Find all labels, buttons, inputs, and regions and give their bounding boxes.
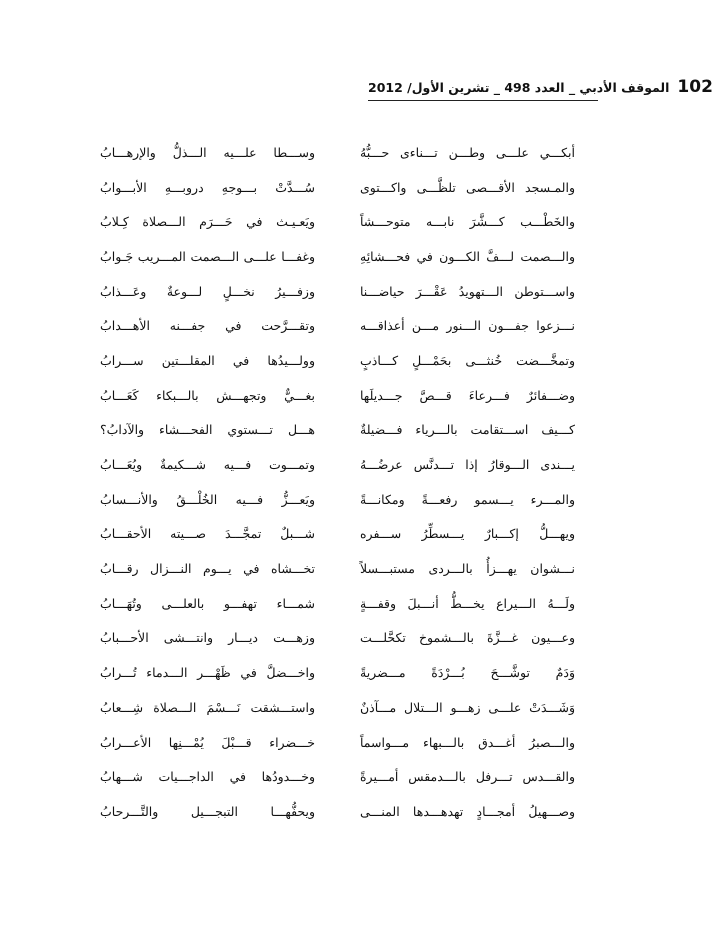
first-hemistich: نـــزعوا جفـــون الـــنور مـــن أعذاقـــه [360,318,575,334]
second-hemistich: هـــل تـــستوي الفحـــشاء والآدابُ؟ [100,422,315,438]
first-hemistich: يـــندى الـــوقارُ إذا تـــدنَّس عرضُـــهُ [360,457,575,473]
verse-line [100,794,575,829]
verse-line [100,308,575,343]
page-number: 102 [677,77,713,97]
first-hemistich: والخَطْـــب كـــشَّرَ نابـــه متوحـــشاً [360,214,575,230]
second-hemistich: ويحفُّهـــا التبجـــيل والتَّـــرحابُ [100,803,315,819]
verse-line [100,725,575,760]
verse-line [100,586,575,621]
first-hemistich: وَدَمٌ توشَّـــحَ بُـــرْدَةً مـــضريةً [360,665,575,681]
second-hemistich: خـــضراء قـــبْلَ يُمْـــنِها الأعـــرابُ [100,734,315,750]
first-hemistich: أبكـــي علـــى وطـــن تـــناءى حـــبُّهُ [360,144,575,160]
verse-line [100,343,575,378]
second-hemistich: سُـــدَّتْ بـــوجهِ دروبـــهِ الأبـــوابُ [100,179,315,195]
second-hemistich: بغـــيٌّ وتجهـــش بالـــبكاء كَعَـــابُ [100,387,315,403]
verse-line [100,551,575,586]
first-hemistich: والـــصمت لـــفَّ الكـــون في فحـــشائِهِ [360,248,575,264]
verse-line [100,759,575,794]
second-hemistich: وزهـــت ديـــار وانتـــشى الأحـــبابُ [100,630,315,646]
verse-line [100,517,575,552]
first-hemistich: ويهـــلُّ إكـــبارٌ يـــسطِّرُ ســـفره [360,526,575,542]
first-hemistich: وصـــهيلُ أمجـــادٍ تهدهـــدها المنـــى [360,803,575,819]
verse-line [100,655,575,690]
second-hemistich: وغفـــا علـــى الـــصمت المـــريب جَـوابُ [100,248,315,264]
verse-line [100,413,575,448]
verse-line [100,447,575,482]
header-rule [368,100,598,101]
second-hemistich: ويَعـيـث في حَـــرَم الـــصلاة كِـلابُ [100,214,315,230]
second-hemistich: وزفـــيرُ نخـــلٍ لـــوعةٌ وعَـــذابُ [100,283,315,299]
second-hemistich: ويَعـــزُّ فـــيه الخُلْـــقُ والأنـــسابُ [100,491,315,507]
first-hemistich: والمـــرء يـــسمو رفعـــةً ومكانـــةً [360,491,575,507]
second-hemistich: واستـــشقت نَـــسْمَ الـــصلاة شِـــعابُ [100,699,315,715]
verse-line [100,690,575,725]
first-hemistich: وعـــيون غـــزَّةَ بالـــشموخ تكحَّلـــت [360,630,575,646]
second-hemistich: وســـطا علـــيه الـــذلُّ والإرهـــابُ [100,144,315,160]
first-hemistich: نـــشوان يهـــزأُ بالـــردى مستبـــسلاً [360,561,575,577]
second-hemistich: شمـــاء تهفـــو بالعلـــى وتُهَـــابُ [100,595,315,611]
verse-line [100,239,575,274]
second-hemistich: وخـــدودُها في الداجـــيات شـــهابُ [100,769,315,785]
first-hemistich: كـــيف اســـتقامت بالـــرياء فـــضيلةٌ [360,422,575,438]
page-header [368,76,713,98]
verse-line [100,482,575,517]
running-title: الموقف الأدبي _ العدد 498 _ تشرين الأول/ 2012 [368,79,670,95]
verse-line [100,135,575,170]
verse-line [100,621,575,656]
second-hemistich: تخـــشاه في يـــوم النـــزال رقـــابُ [100,561,315,577]
first-hemistich: وَشَـــدَتْ علـــى زهـــو الـــتلال مـــآذنٌ [360,699,575,715]
first-hemistich: والقـــدس تـــرفل بالـــدمقس أمـــيرةً [360,769,575,785]
first-hemistich: وتمخَّـــضت خُنثـــى بحَمْـــلٍ كـــاذبٍ [360,352,575,368]
verse-line [100,274,575,309]
second-hemistich: وتقـــرَّحت في جفـــنه الأهـــدابُ [100,318,315,334]
verse-line [100,378,575,413]
first-hemistich: والمـسجد الأقـــصى تلظَّـــى واكـــتوى [360,179,575,195]
poem [100,135,575,829]
first-hemistich: والـــصبرُ أغـــدق بالـــبهاء مـــواسماً [360,734,575,750]
first-hemistich: وضـــفائرٌ فـــرعاءَ قـــصَّ جـــديلَها [360,387,575,403]
second-hemistich: وولـــيدُها في المقلـــتين ســـرابُ [100,352,315,368]
verse-line [100,204,575,239]
second-hemistich: واخـــضلَّ في ظَهْـــر الـــدماء تُـــرابُ [100,665,315,681]
first-hemistich: ولَـــهُ الـــيراع يخـــطُّ أنـــبلَ وقفـــةٍ [360,595,575,611]
verse-line [100,170,575,205]
second-hemistich: وتمـــوت فـــيه شـــكيمةٌ ويُعَـــابُ [100,457,315,473]
second-hemistich: شـــبلٌ تمجَّـــدَ صـــيته الأحقـــابُ [100,526,315,542]
first-hemistich: واســـتوطن الـــتهويدُ عَقْـــرَ حياضـــنا [360,283,575,299]
